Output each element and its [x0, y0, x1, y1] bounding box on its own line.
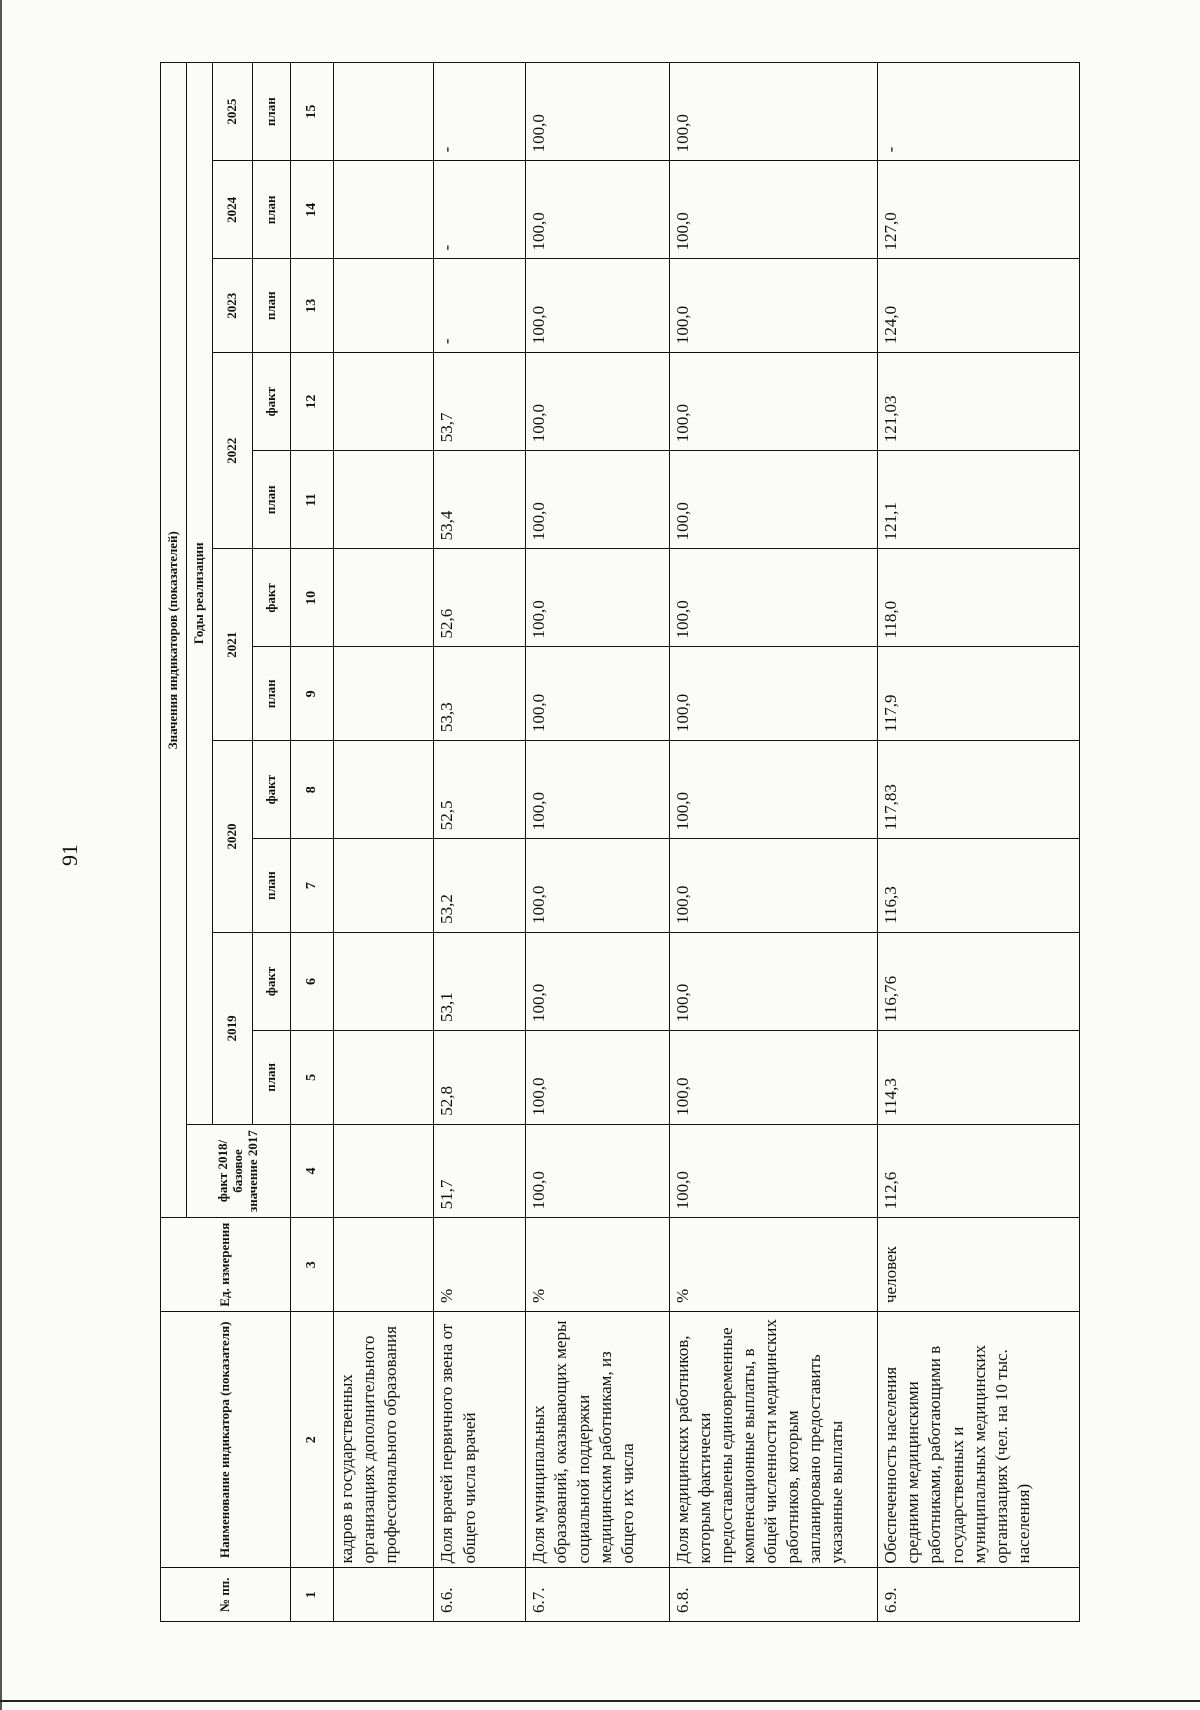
value-cell: 52,5: [434, 741, 526, 839]
value-cell: 100,0: [526, 1031, 669, 1125]
indicator-name: кадров в государственных организациях дополнительного профессионального образования: [333, 1312, 434, 1568]
column-number: 2: [291, 1312, 334, 1568]
column-number: 1: [291, 1568, 334, 1622]
value-cell: 100,0: [669, 839, 877, 933]
scan-edge-line: [0, 0, 2, 1710]
value-cell: -: [434, 63, 526, 161]
value-cell: 53,4: [434, 451, 526, 549]
header-year: 2024: [213, 161, 253, 259]
value-cell: [333, 161, 434, 259]
row-number: 6.7.: [526, 1568, 669, 1622]
base-value-cell: 100,0: [526, 1124, 669, 1218]
value-cell: 100,0: [526, 259, 669, 353]
scan-bottom-line: [0, 1700, 1200, 1702]
value-cell: 100,0: [669, 451, 877, 549]
value-cell: -: [434, 259, 526, 353]
value-cell: [333, 549, 434, 647]
value-cell: [333, 647, 434, 741]
column-number: 11: [291, 451, 334, 549]
indicator-name: Доля муниципальных образований, оказывающих меры социальной поддержки медицинским работникам, из общего их числа: [526, 1312, 669, 1568]
header-year: 2019: [213, 932, 253, 1124]
column-number: 5: [291, 1031, 334, 1125]
header-row-1: [161, 63, 187, 1622]
value-cell: 116,3: [878, 839, 1080, 933]
header-sub: факт: [253, 932, 291, 1030]
table-row: [526, 63, 669, 1622]
indicator-name: Обеспеченность населения средними медицинскими работниками, работающими в государственных и муниципальных медицинских организациях (чел. на 10 тыс. населения): [878, 1312, 1080, 1568]
column-number: 9: [291, 647, 334, 741]
header-years-group: Годы реализации: [187, 63, 213, 1125]
base-value-cell: 112,6: [878, 1124, 1080, 1218]
value-cell: 117,83: [878, 741, 1080, 839]
row-number: 6.6.: [434, 1568, 526, 1622]
header-unit: Ед. измерения: [161, 1218, 291, 1312]
header-base: факт 2018/базовое значение 2017: [187, 1124, 291, 1218]
value-cell: 100,0: [669, 549, 877, 647]
table-row: [434, 63, 526, 1622]
value-cell: 127,0: [878, 161, 1080, 259]
value-cell: [333, 63, 434, 161]
value-cell: 100,0: [526, 741, 669, 839]
value-cell: 100,0: [526, 161, 669, 259]
value-cell: 52,6: [434, 549, 526, 647]
unit-cell: человек: [878, 1218, 1080, 1312]
header-year: 2023: [213, 259, 253, 353]
column-number: 12: [291, 353, 334, 451]
column-number: 13: [291, 259, 334, 353]
value-cell: -: [878, 63, 1080, 161]
column-number: 7: [291, 839, 334, 933]
header-sub: план: [253, 259, 291, 353]
column-number: 14: [291, 161, 334, 259]
column-number: 15: [291, 63, 334, 161]
value-cell: 117,9: [878, 647, 1080, 741]
rotated-table-frame: [160, 62, 1080, 1622]
header-sub: план: [253, 1031, 291, 1125]
value-cell: 100,0: [669, 932, 877, 1030]
value-cell: [333, 259, 434, 353]
value-cell: 100,0: [526, 647, 669, 741]
column-number: 3: [291, 1218, 334, 1312]
header-sub: план: [253, 839, 291, 933]
value-cell: 100,0: [669, 161, 877, 259]
header-name: Наименование индикатора (показателя): [161, 1312, 291, 1568]
header-no: № пп.: [161, 1568, 291, 1622]
row-number: 6.9.: [878, 1568, 1080, 1622]
header-sub: факт: [253, 353, 291, 451]
value-cell: 53,3: [434, 647, 526, 741]
value-cell: 121,03: [878, 353, 1080, 451]
base-value-cell: 51,7: [434, 1124, 526, 1218]
value-cell: [333, 839, 434, 933]
header-sub: план: [253, 647, 291, 741]
value-cell: 53,7: [434, 353, 526, 451]
value-cell: 100,0: [669, 1031, 877, 1125]
value-cell: 52,8: [434, 1031, 526, 1125]
value-cell: 100,0: [669, 647, 877, 741]
header-sub: план: [253, 63, 291, 161]
column-number: 6: [291, 932, 334, 1030]
header-sub: факт: [253, 741, 291, 839]
header-sub: план: [253, 451, 291, 549]
header-year: 2021: [213, 549, 253, 741]
value-cell: 121,1: [878, 451, 1080, 549]
value-cell: [333, 932, 434, 1030]
indicator-name: Доля медицинских работников, которым фактически предоставлены единовременные компенсационные выплаты, в общей численности медицинских работников, которым запланировано предоставить указанные выплаты: [669, 1312, 877, 1568]
column-number: 8: [291, 741, 334, 839]
table-row: [669, 63, 877, 1622]
column-number: 4: [291, 1124, 334, 1218]
value-cell: 100,0: [526, 932, 669, 1030]
column-number: 10: [291, 549, 334, 647]
value-cell: [333, 353, 434, 451]
header-sub: план: [253, 161, 291, 259]
unit-cell: %: [526, 1218, 669, 1312]
header-year: 2022: [213, 353, 253, 549]
value-cell: 100,0: [669, 63, 877, 161]
table-row: [333, 63, 434, 1622]
value-cell: 53,2: [434, 839, 526, 933]
value-cell: 100,0: [669, 741, 877, 839]
value-cell: 118,0: [878, 549, 1080, 647]
unit-cell: %: [669, 1218, 877, 1312]
indicators-table: [160, 62, 1080, 1622]
unit-cell: %: [434, 1218, 526, 1312]
header-year: 2025: [213, 63, 253, 161]
indicator-name: Доля врачей первичного звена от общего числа врачей: [434, 1312, 526, 1568]
unit-cell: [333, 1218, 434, 1312]
value-cell: 53,1: [434, 932, 526, 1030]
value-cell: 114,3: [878, 1031, 1080, 1125]
value-cell: 100,0: [526, 451, 669, 549]
value-cell: [333, 451, 434, 549]
header-values: Значения индикаторов (показателей): [161, 63, 187, 1218]
header-sub: факт: [253, 549, 291, 647]
value-cell: 100,0: [526, 549, 669, 647]
row-number: 6.8.: [669, 1568, 877, 1622]
value-cell: 100,0: [669, 353, 877, 451]
value-cell: [333, 1031, 434, 1125]
value-cell: 100,0: [526, 353, 669, 451]
header-year: 2020: [213, 741, 253, 933]
value-cell: 100,0: [526, 63, 669, 161]
column-number-row: [291, 63, 334, 1622]
value-cell: 100,0: [526, 839, 669, 933]
value-cell: 124,0: [878, 259, 1080, 353]
base-value-cell: 100,0: [669, 1124, 877, 1218]
value-cell: 116,76: [878, 932, 1080, 1030]
value-cell: [333, 741, 434, 839]
table-row: [878, 63, 1080, 1622]
table-body: [291, 63, 1080, 1622]
page-number: 91: [57, 844, 82, 866]
value-cell: -: [434, 161, 526, 259]
base-value-cell: [333, 1124, 434, 1218]
value-cell: 100,0: [669, 259, 877, 353]
row-number: [333, 1568, 434, 1622]
